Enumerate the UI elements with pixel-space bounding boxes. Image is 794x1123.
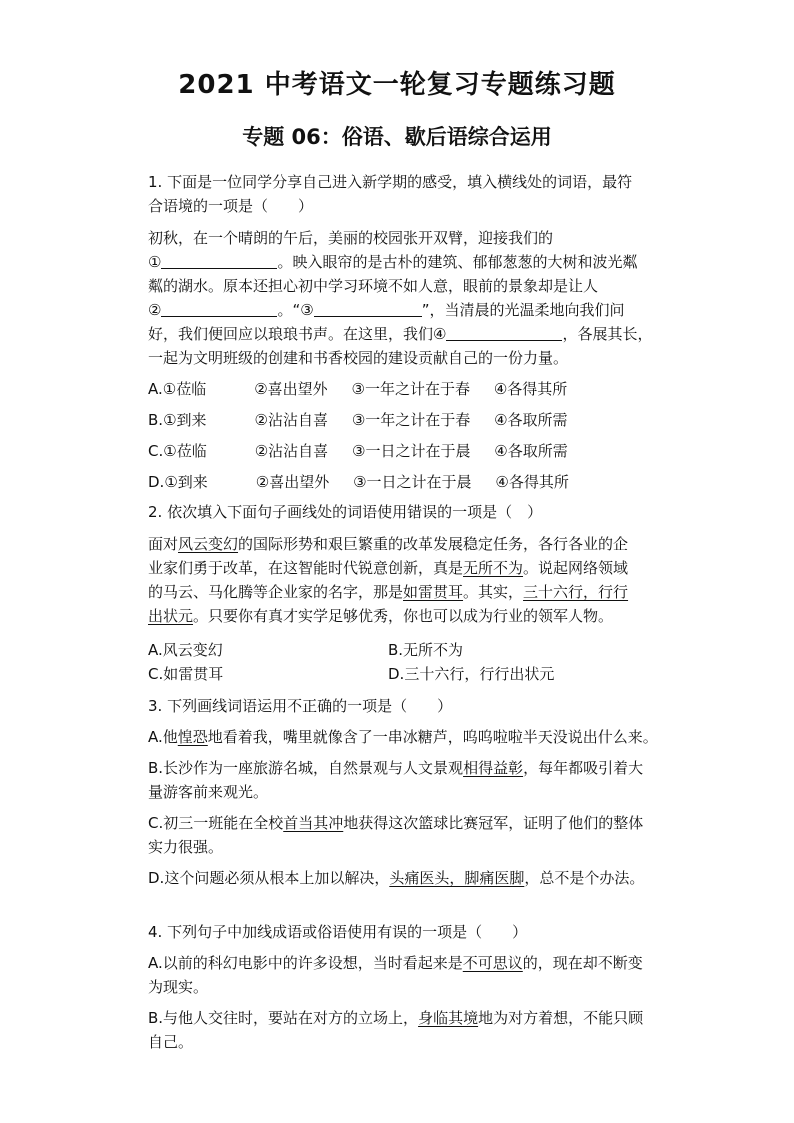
- underlined-term: 首当其冲: [283, 814, 344, 832]
- option-letter: C.: [148, 442, 164, 460]
- question-2: [148, 500, 688, 686]
- underlined-term: 身临其境: [418, 1009, 479, 1027]
- passage-text: 。说起网络领域: [523, 559, 629, 577]
- passage-text: 业家们勇于改革，在这智能时代锐意创新，真是: [148, 559, 464, 577]
- option-choice: ②沾沾自喜: [254, 442, 329, 460]
- option-choice: ①莅临: [162, 380, 207, 398]
- blank-number: ②: [148, 301, 162, 319]
- option-a[interactable]: A.风云变幻: [148, 641, 223, 659]
- option-choice: ②喜出望外: [255, 473, 330, 491]
- underlined-term: 三十六行，行行: [523, 583, 629, 601]
- question-list: [148, 170, 688, 1054]
- passage-text: 一起为文明班级的创建和书香校园的建设贡献自己的一份力量。: [148, 349, 569, 367]
- passage-text: 好，我们便回应以琅琅书声。在这里，我们: [148, 325, 434, 343]
- question-1-stem: [148, 170, 688, 218]
- option-text: C.初三一班能在全校: [148, 814, 284, 832]
- passage-text: 初秋，在一个晴朗的午后，美丽的校园张开双臂，迎接我们的: [148, 229, 554, 247]
- option-text: A.他: [148, 728, 178, 746]
- blank-number: ①: [148, 253, 162, 271]
- passage-text: 。只要你有真才实学足够优秀，你也可以成为行业的领军人物。: [193, 607, 614, 625]
- option-b[interactable]: [148, 408, 688, 432]
- option-letter: A.: [148, 380, 163, 398]
- fill-blank-2: [161, 298, 277, 317]
- question-4: [148, 920, 688, 1054]
- option-choice: ①到来: [164, 473, 208, 491]
- option-text: ，每年都吸引着大: [523, 759, 644, 777]
- option-text: ，总不是个办法。: [524, 869, 645, 887]
- option-text: 的，现在却不断变: [522, 954, 643, 972]
- stem-line: 1. 下面是一位同学分享自己进入新学期的感受，填入横线处的词语，最符: [148, 173, 633, 191]
- page-subtitle: 专题 06：俗语、歇后语综合运用: [242, 125, 552, 149]
- question-3-stem: 3. 下列画线词语运用不正确的一项是（ ）: [148, 697, 453, 715]
- page-title: 2021 中考语文一轮复习专题练习题: [178, 70, 616, 100]
- passage-text: 面对: [148, 535, 179, 553]
- option-b[interactable]: B.无所不为: [388, 641, 464, 659]
- fill-blank-3: [314, 298, 422, 317]
- option-c[interactable]: C.如雷贯耳: [148, 665, 224, 683]
- option-letter: B.: [148, 411, 164, 429]
- underlined-term: 出状元: [148, 607, 194, 625]
- option-text: 为现实。: [148, 978, 209, 996]
- option-text: 实力很强。: [148, 838, 224, 856]
- fill-blank-1: [161, 250, 277, 269]
- underlined-term: 相得益彰: [463, 759, 524, 777]
- underlined-term: 如雷贯耳: [403, 583, 464, 601]
- option-d[interactable]: D.三十六行，行行出状元: [388, 665, 555, 683]
- stem-line: 合语境的一项是（ ）: [148, 197, 314, 215]
- option-choice: ①莅临: [163, 442, 207, 460]
- blank-number: ④: [433, 325, 447, 343]
- option-text: 量游客前来观光。: [148, 783, 269, 801]
- question-2-options: [148, 638, 688, 686]
- underlined-term: 不可思议: [462, 954, 523, 972]
- option-choice: ④各得其所: [495, 473, 569, 491]
- passage-text: 粼的湖水。原本还担心初中学习环境不如人意，眼前的景象却是让人: [148, 277, 599, 295]
- option-text: D.这个问题必须从根本上加以解决，: [148, 869, 390, 887]
- blank-number: ③: [300, 301, 314, 319]
- option-choice: ①到来: [163, 411, 207, 429]
- option-choice: ④各得其所: [493, 380, 568, 398]
- option-choice: ②喜出望外: [254, 380, 328, 398]
- passage-text: 。“: [277, 301, 301, 319]
- passage-text: ，各展其长，: [562, 325, 653, 343]
- option-text: 地获得这次篮球比赛冠军，证明了他们的整体: [343, 814, 644, 832]
- passage-text: 。其实，: [463, 583, 524, 601]
- option-c[interactable]: [148, 811, 688, 859]
- option-text: A.以前的科幻电影中的许多设想，当时看起来是: [148, 954, 463, 972]
- option-choice: ③一年之计在于春: [351, 380, 470, 398]
- option-letter: D.: [148, 473, 165, 491]
- option-text: B.与他人交往时，要站在对方的立场上，: [148, 1009, 419, 1027]
- underlined-term: 风云变幻: [178, 535, 239, 553]
- passage-text: 的马云、马化腾等企业家的名字，那是: [148, 583, 404, 601]
- option-d[interactable]: [148, 866, 688, 890]
- option-a[interactable]: [148, 377, 688, 401]
- question-2-passage: [148, 532, 688, 628]
- option-choice: ②沾沾自喜: [254, 411, 328, 429]
- option-c[interactable]: [148, 439, 688, 463]
- option-d[interactable]: [148, 470, 688, 494]
- question-3: [148, 694, 688, 890]
- question-1-options: [148, 377, 688, 494]
- option-text: 地为对方着想，不能只顾: [478, 1009, 644, 1027]
- option-text: 自己。: [148, 1033, 194, 1051]
- option-b[interactable]: [148, 756, 688, 804]
- fill-blank-4: [446, 322, 562, 341]
- question-2-stem: 2. 依次填入下面句子画线处的词语使用错误的一项是（ ）: [148, 503, 543, 521]
- question-1-passage: [148, 226, 688, 370]
- passage-text: ”，当清晨的光温柔地向我们问: [421, 301, 625, 319]
- option-choice: ④各取所需: [494, 411, 568, 429]
- question-4-stem: 4. 下列句子中加线成语或俗语使用有误的一项是（ ）: [148, 923, 528, 941]
- option-choice: ③一日之计在于晨: [353, 473, 472, 491]
- underlined-term: 头痛医头，脚痛医脚: [389, 869, 525, 887]
- underlined-term: 无所不为: [463, 559, 524, 577]
- question-1: [148, 170, 688, 494]
- option-text: 地看着我，嘴里就像含了一串冰糖芦，呜呜啦啦半天没说出什么来。: [207, 728, 658, 746]
- option-choice: ④各取所需: [494, 442, 568, 460]
- underlined-term: 惶恐: [177, 728, 208, 746]
- passage-text: 的国际形势和艰巨繁重的改革发展稳定任务，各行各业的企: [238, 535, 629, 553]
- option-choice: ③一日之计在于晨: [352, 442, 471, 460]
- option-a[interactable]: [148, 951, 688, 999]
- passage-text: 。映入眼帘的是古朴的建筑、郁郁葱葱的大树和波光粼: [277, 253, 638, 271]
- option-b[interactable]: [148, 1006, 688, 1054]
- option-choice: ③一年之计在于春: [351, 411, 471, 429]
- option-text: B.长沙作为一座旅游名城，自然景观与人文景观: [148, 759, 464, 777]
- option-a[interactable]: [148, 725, 688, 749]
